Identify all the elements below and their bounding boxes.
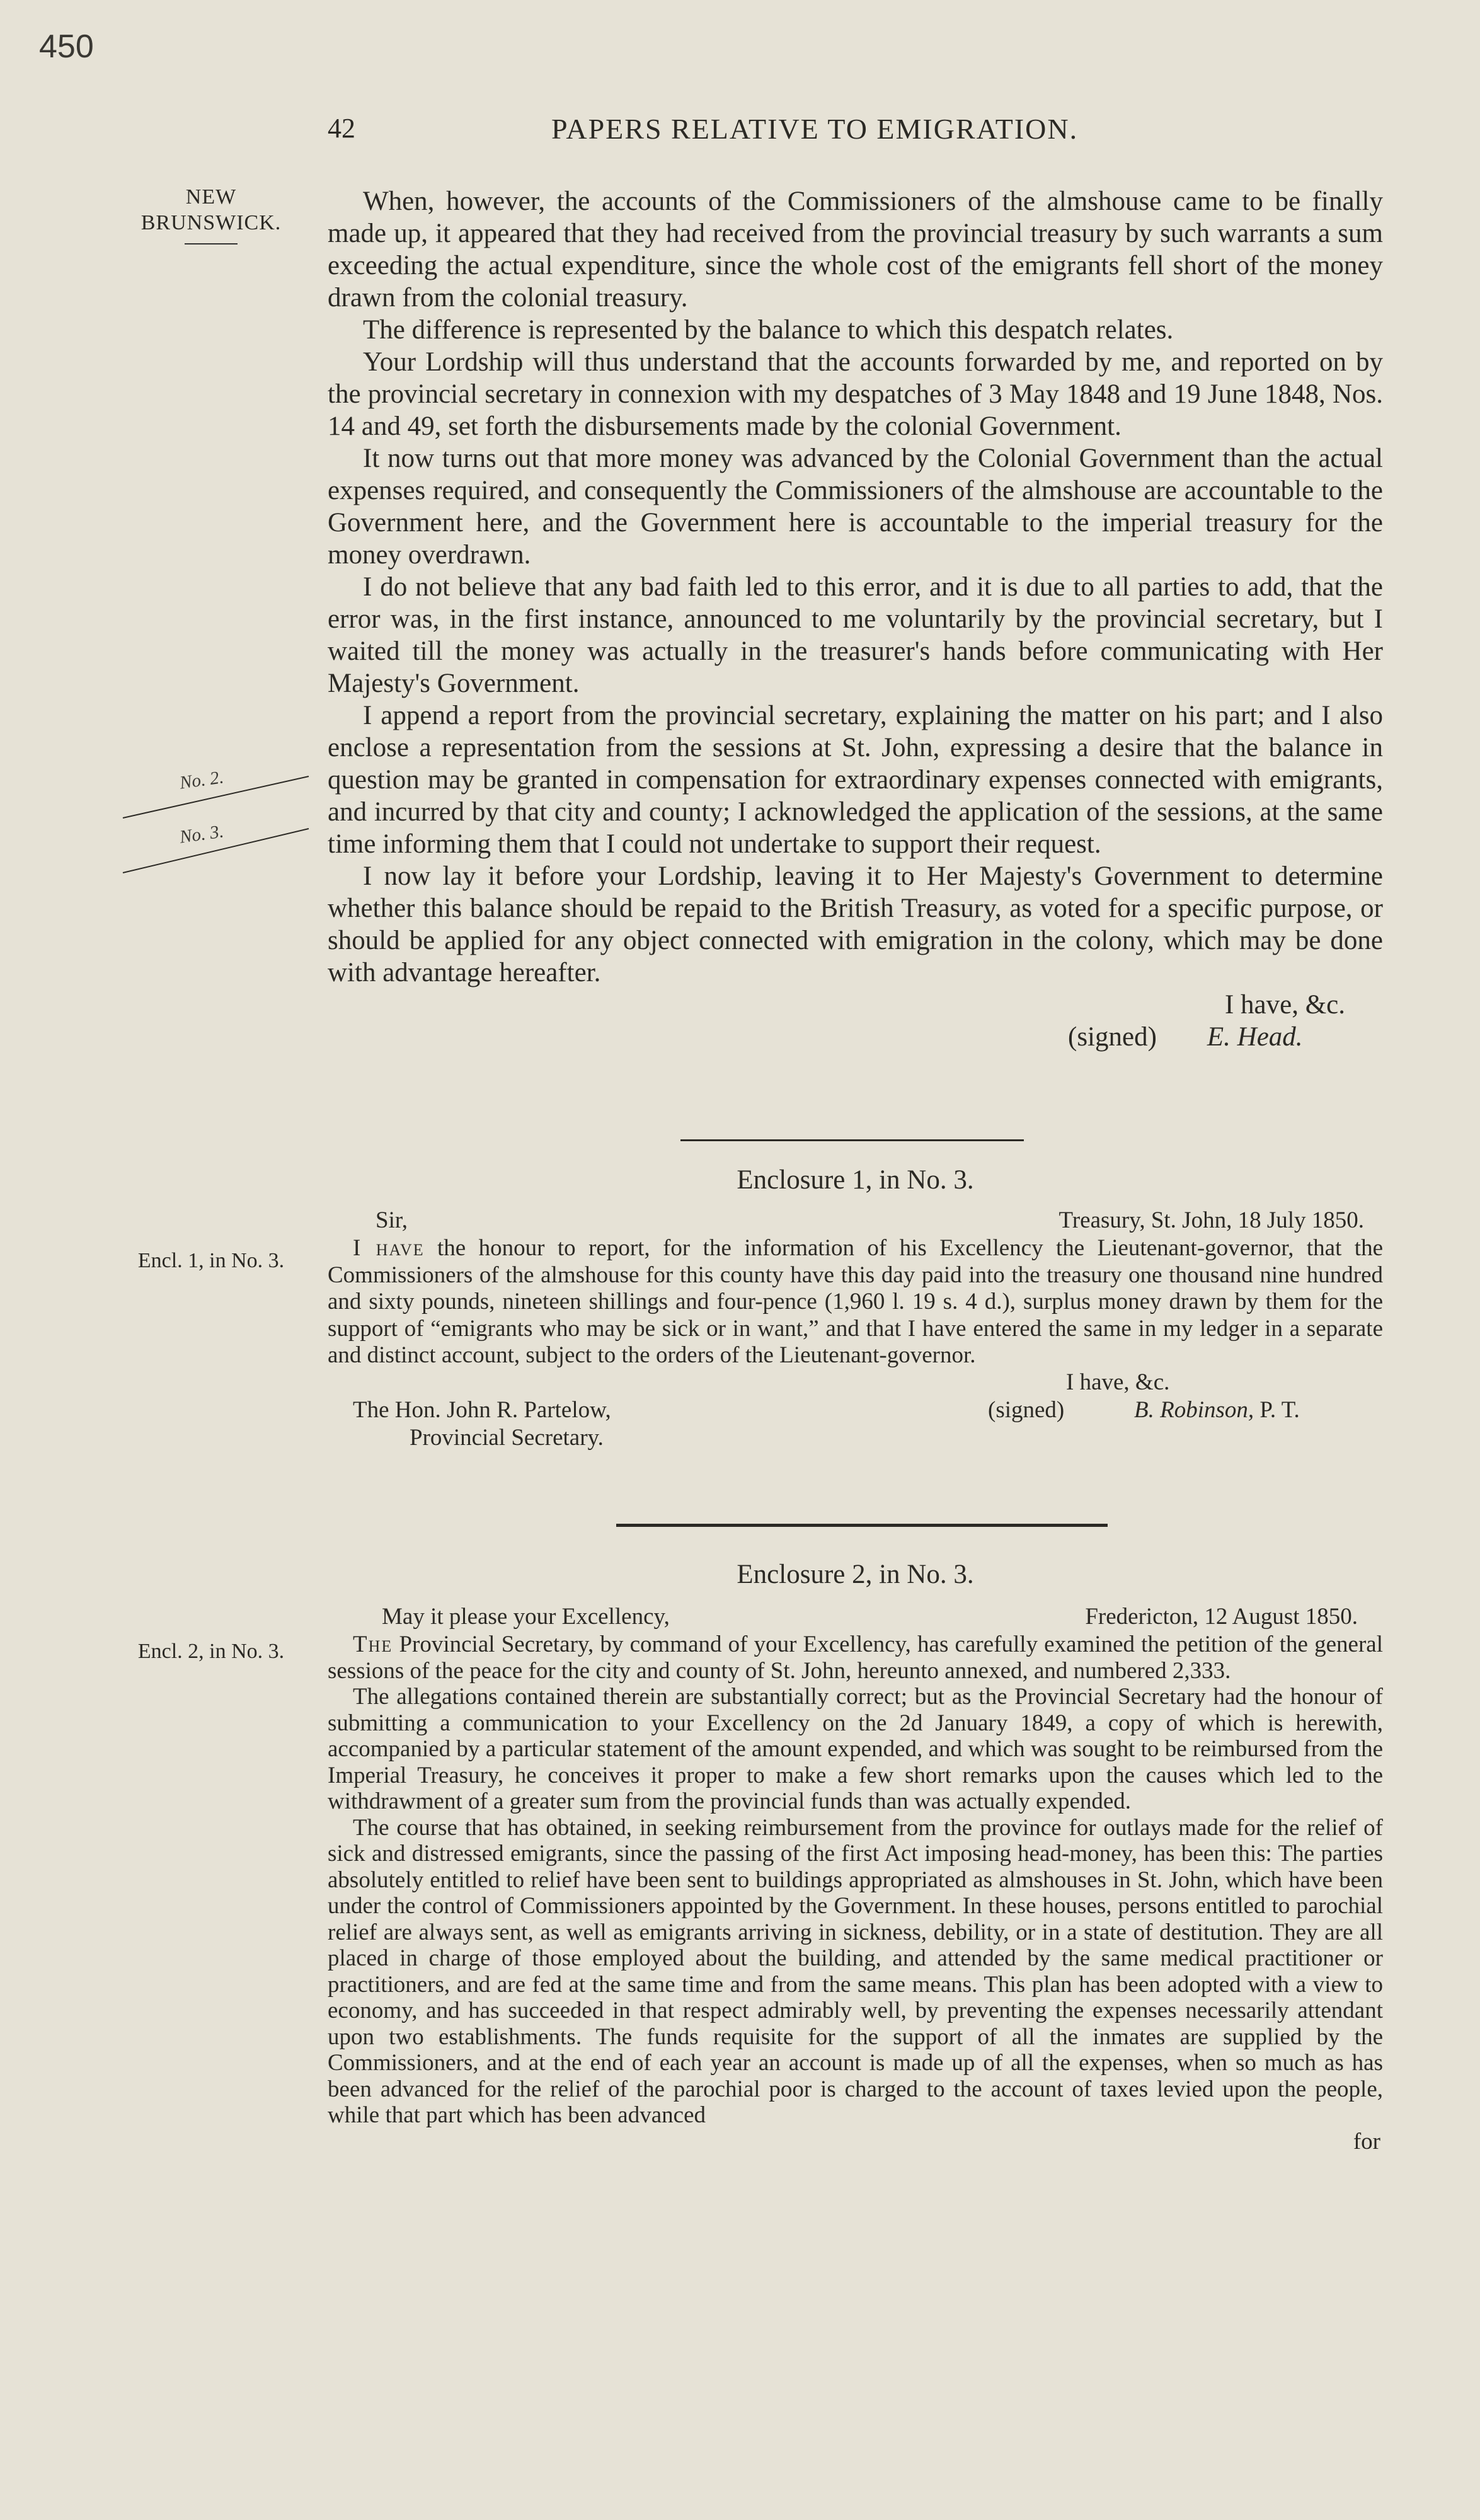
- margin-note-lines: [120, 769, 315, 826]
- section-rule: [680, 1139, 1024, 1141]
- paragraph: I append a report from the provincial secretary, explaining the matter on his part; and I also enclose a representation from the sessions at St. John, expressing a desire that the balance in question may be granted in compensation for extraordinary expenses connected with emigrants, and incurred by that city and county; I acknowledged the application of the sessions, at the same time informing them that I could not undertake to support their request.: [328, 701, 1383, 859]
- place-date: Treasury, St. John, 18 July 1850.: [1058, 1207, 1364, 1233]
- running-header: [328, 112, 1166, 156]
- margin-rule: [185, 243, 238, 245]
- enclosure2-body: [328, 1604, 1383, 2155]
- signed-label: (signed): [1068, 1022, 1157, 1052]
- margin-brunswick: BRUNSWICK.: [141, 211, 282, 234]
- signer-name: B. Robinson,: [1134, 1396, 1254, 1423]
- paragraph: I do not believe that any bad faith led to this error, and it is due to all parties to add, that the error was, in the first instance, announced to me voluntarily by the provincial secretary, but I waited till the money was actually in the treasurer's hands before communicating with Her Majesty's Government.: [328, 572, 1383, 698]
- closing: I have, &c.: [1066, 1369, 1170, 1395]
- enclosure1-addressee-title: [328, 1425, 1383, 1453]
- enclosure2-dateline: [328, 1604, 1383, 1631]
- catchword: for: [1353, 2128, 1380, 2155]
- first-word: The: [353, 1631, 393, 1657]
- margin-encl2: Encl. 2, in No. 3.: [137, 1640, 285, 1663]
- despatch-signature: [328, 989, 1383, 1053]
- enclosure1-dateline: [328, 1207, 1383, 1235]
- addressee-title: Provincial Secretary.: [410, 1424, 604, 1451]
- margin-note-no3: No. 3.: [178, 821, 225, 848]
- paragraph-text: Provincial Secretary, by command of your Excellency, has carefully examined the petition of the general sessions of the peace for the city and county of St. John, hereunto annexed, and numbered 2,333.: [328, 1631, 1384, 1684]
- enclosure1-closing: [328, 1369, 1383, 1397]
- section-rule: [616, 1524, 1108, 1527]
- enclosure1-heading: Enclosure 1, in No. 3.: [737, 1165, 974, 1195]
- header-page-number: 42: [328, 113, 355, 144]
- salutation: May it please your Excellency,: [382, 1604, 670, 1630]
- header-title: PAPERS RELATIVE TO EMIGRATION.: [551, 113, 1079, 145]
- margin-new: NEW: [185, 185, 237, 209]
- paragraph: I now lay it before your Lordship, leaving it to Her Majesty's Government to determine whether this balance should be repaid to the British Treasury, as voted for a specific purpose, or should be applied for any object connected with emigration in the colony, which may be done with advantage hereafter.: [328, 861, 1383, 987]
- margin-note-no2: No. 2.: [178, 767, 225, 793]
- despatch-body: [328, 185, 1383, 1053]
- report-text: the honour to report, for the information of his Excellency the Lieutenant-governor, that the Commissioners of the almshouse for this county have this day paid into the treasury one thousand nine hundred and sixty pounds, nineteen shillings and four-pence (1,960 l. 19 s. 4 d.), surplus money drawn by them for the support of “emigrants who may be sick or in want,” and that I have entered the same in my ledger in a separate and distinct account, subject to the orders of the Lieutenant-governor.: [328, 1235, 1384, 1368]
- report-paragraph: [328, 1235, 1383, 1369]
- salutation: Sir,: [376, 1207, 408, 1233]
- page-number: 450: [39, 28, 94, 65]
- paragraph: When, however, the accounts of the Commissioners of the almshouse came to be finally made up, it appeared that they had received from the provincial treasury by such warrants a sum exceeding the actual expenditure, since the whole cost of the emigrants fell short of the money drawn from the colonial treasury.: [328, 187, 1383, 313]
- enclosure1-body: [328, 1207, 1383, 1453]
- margin-new-brunswick: [107, 184, 315, 245]
- paragraph: Your Lordship will thus understand that the accounts forwarded by me, and reported on by the provincial secretary in connexion with my despatches of 3 May 1848 and 19 June 1848, Nos. 14 and 49, set forth the disbursements made by the colonial Government.: [328, 347, 1383, 441]
- place-date: Fredericton, 12 August 1850.: [1085, 1604, 1358, 1630]
- closing: I have, &c.: [1224, 990, 1345, 1020]
- signature-line: [1068, 1021, 1303, 1053]
- margin-encl1: Encl. 1, in No. 3.: [137, 1249, 285, 1272]
- signer: [1134, 1397, 1300, 1424]
- addressee: The Hon. John R. Partelow,: [353, 1396, 611, 1423]
- signer-title: P. T.: [1259, 1396, 1300, 1423]
- paragraph: The course that has obtained, in seeking reimbursement from the province for outlays made for the relief of sick and distressed emigrants, since the passing of the first Act imposing head-money, has been this: The parties absolutely entitled to relief have been sent to buildings appropriated as almshouses in St. John, which have been under the control of Commissioners appointed by the Government. In these houses, persons entitled to parochial relief are always sent, as well as emigrants arriving in sickness, debility, or in a state of destitution. They are all placed in charge of those employed about the building, and attended by the same medical practitioner or practitioners, and are fed at the same time and from the same means. This plan has been adopted with a view to economy, and has succeeded in that respect admirably well, by preventing the expenses necessarily attendant upon two establishments. The funds requisite for the support of all the inmates are supplied by the Commissioners, and at the end of each year an account is made up of all the expenses, when so much as has been advanced for the relief of the parochial poor is charged to the account of taxes levied upon the people, while that part which has been advanced: [328, 1814, 1383, 2128]
- signer-name: E. Head.: [1207, 1022, 1303, 1052]
- margin-note-line-2: [120, 822, 315, 879]
- paragraph: It now turns out that more money was advanced by the Colonial Government than the actual expenses required, and consequently the Commissioners of the almshouse are accountable to the Government here, and the Government here is accountable to the imperial treasury for the money overdrawn.: [328, 444, 1383, 570]
- paragraph: The allegations contained therein are substantially correct; but as the Provincial Secretary had the honour of submitting a communication to your Excellency on the 2d January 1849, a copy of which is herewith, accompanied by a particular statement of the amount expended, and which was sought to be reimbursed from the Imperial Treasury, he conceives it proper to make a few short remarks upon the causes which led to the withdrawment of a greater sum from the provincial funds than was actually expended.: [328, 1684, 1383, 1814]
- signed-label: (signed): [988, 1396, 1065, 1423]
- first-word: I have: [353, 1235, 425, 1261]
- paragraph: [328, 1631, 1383, 1684]
- enclosure1-signature: [328, 1397, 1383, 1425]
- enclosure2-heading: Enclosure 2, in No. 3.: [737, 1560, 974, 1589]
- paragraph: The difference is represented by the balance to which this despatch relates.: [363, 315, 1174, 345]
